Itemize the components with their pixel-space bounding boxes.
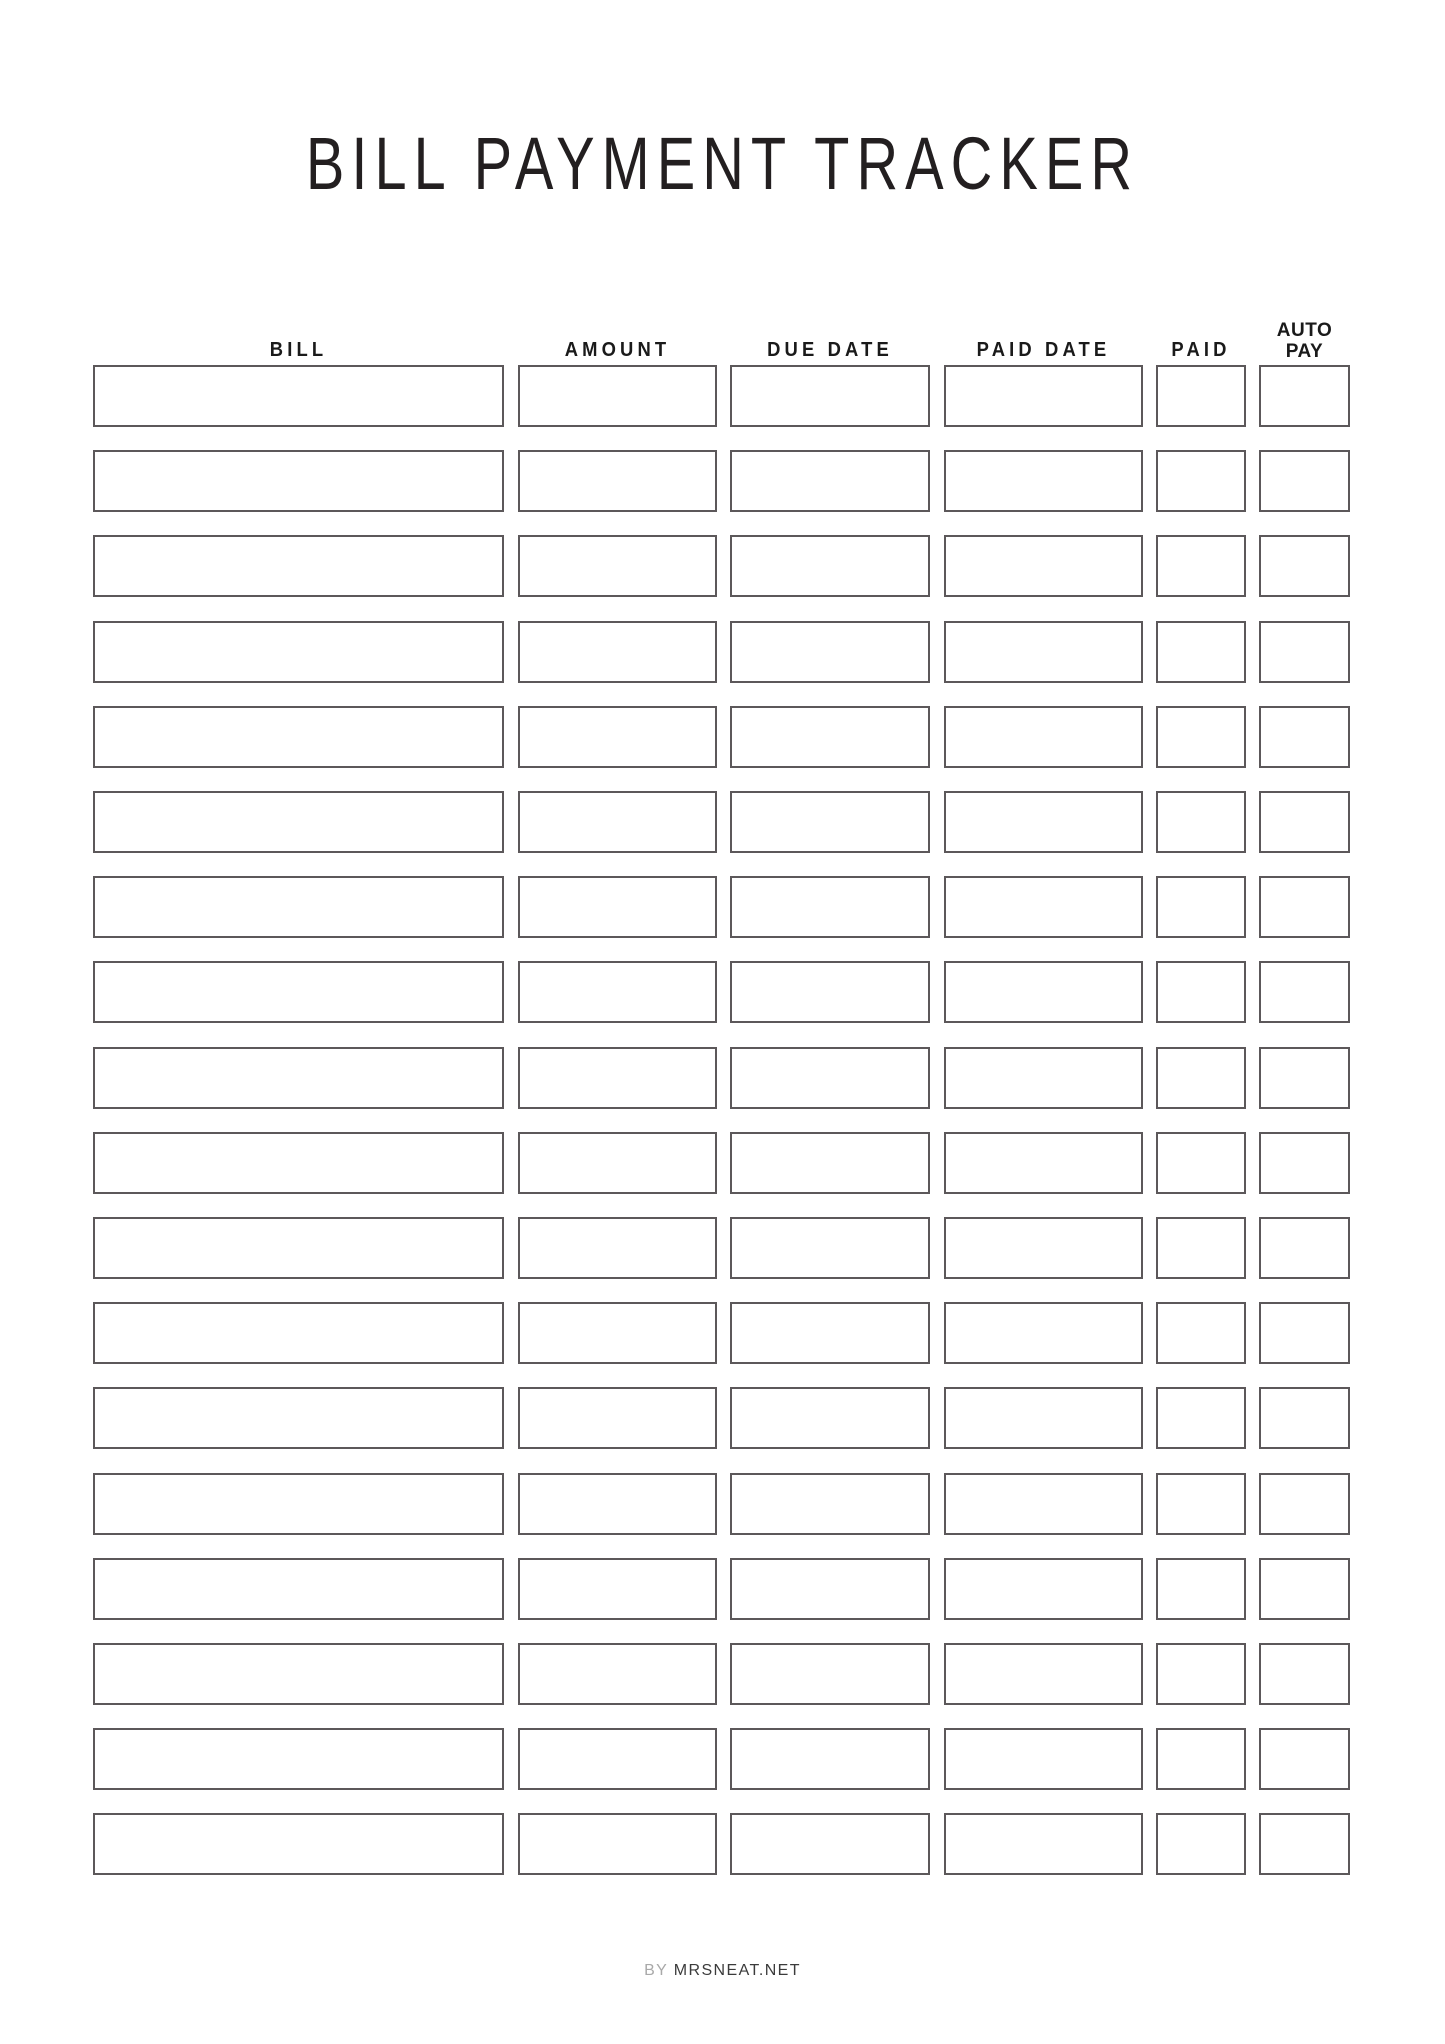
- footer-credit-site: MRSNEAT.NET: [673, 1962, 801, 1979]
- cell-auto_pay[interactable]: [1259, 1302, 1350, 1364]
- cell-paid[interactable]: [1156, 1132, 1246, 1194]
- cell-amount[interactable]: [518, 1387, 717, 1449]
- column-header-due_date: [738, 338, 922, 362]
- cell-due_date[interactable]: [730, 791, 930, 853]
- cell-amount[interactable]: [518, 706, 717, 768]
- cell-due_date[interactable]: [730, 535, 930, 597]
- table-row: [93, 1558, 1350, 1620]
- cell-amount[interactable]: [518, 791, 717, 853]
- cell-auto_pay[interactable]: [1259, 621, 1350, 683]
- cell-paid[interactable]: [1156, 876, 1246, 938]
- cell-paid[interactable]: [1156, 1728, 1246, 1790]
- cell-auto_pay[interactable]: [1259, 450, 1350, 512]
- cell-amount[interactable]: [518, 1728, 717, 1790]
- column-header-auto_pay: [1259, 320, 1350, 362]
- column-header-paid-line-1: PAID: [1171, 339, 1231, 361]
- column-header-bill-line-1: BILL: [269, 339, 328, 361]
- cell-paid_date[interactable]: [944, 450, 1143, 512]
- column-header-auto_pay-line-1: AUTO: [1276, 320, 1333, 341]
- cell-paid[interactable]: [1156, 1558, 1246, 1620]
- column-header-paid: [1160, 338, 1243, 362]
- cell-bill[interactable]: [93, 1643, 504, 1705]
- cell-paid[interactable]: [1156, 1473, 1246, 1535]
- cell-paid_date[interactable]: [944, 365, 1143, 427]
- cell-paid[interactable]: [1156, 621, 1246, 683]
- cell-bill[interactable]: [93, 1132, 504, 1194]
- cell-amount[interactable]: [518, 1558, 717, 1620]
- column-header-paid_date: [952, 338, 1135, 362]
- cell-auto_pay[interactable]: [1259, 1387, 1350, 1449]
- cell-paid_date[interactable]: [944, 1813, 1143, 1875]
- cell-due_date[interactable]: [730, 1473, 930, 1535]
- cell-paid[interactable]: [1156, 450, 1246, 512]
- column-header-paid_date-line-1: PAID DATE: [976, 339, 1111, 361]
- cell-bill[interactable]: [93, 365, 504, 427]
- cell-paid_date[interactable]: [944, 1728, 1143, 1790]
- table-row: [93, 1302, 1350, 1364]
- table-row: [93, 450, 1350, 512]
- cell-auto_pay[interactable]: [1259, 1132, 1350, 1194]
- cell-due_date[interactable]: [730, 1558, 930, 1620]
- cell-paid_date[interactable]: [944, 1643, 1143, 1705]
- cell-paid[interactable]: [1156, 1217, 1246, 1279]
- cell-paid[interactable]: [1156, 961, 1246, 1023]
- cell-paid[interactable]: [1156, 791, 1246, 853]
- table-row: [93, 365, 1350, 427]
- cell-paid_date[interactable]: [944, 1047, 1143, 1109]
- table-row: [93, 1047, 1350, 1109]
- cell-bill[interactable]: [93, 791, 504, 853]
- table-row: [93, 621, 1350, 683]
- cell-amount[interactable]: [518, 1813, 717, 1875]
- cell-auto_pay[interactable]: [1259, 961, 1350, 1023]
- cell-due_date[interactable]: [730, 706, 930, 768]
- cell-bill[interactable]: [93, 961, 504, 1023]
- table-row: [93, 1217, 1350, 1279]
- column-header-amount-line-1: AMOUNT: [564, 339, 671, 361]
- cell-paid_date[interactable]: [944, 961, 1143, 1023]
- cell-paid[interactable]: [1156, 1643, 1246, 1705]
- cell-paid[interactable]: [1156, 1387, 1246, 1449]
- cell-paid[interactable]: [1156, 1813, 1246, 1875]
- cell-due_date[interactable]: [730, 365, 930, 427]
- cell-auto_pay[interactable]: [1259, 1728, 1350, 1790]
- cell-auto_pay[interactable]: [1259, 706, 1350, 768]
- cell-due_date[interactable]: [730, 1217, 930, 1279]
- cell-amount[interactable]: [518, 1643, 717, 1705]
- cell-paid_date[interactable]: [944, 1302, 1143, 1364]
- table-row: [93, 535, 1350, 597]
- cell-bill[interactable]: [93, 1813, 504, 1875]
- cell-paid_date[interactable]: [944, 791, 1143, 853]
- bill-tracker-table: [93, 300, 1350, 1880]
- table-row: [93, 791, 1350, 853]
- cell-auto_pay[interactable]: [1259, 791, 1350, 853]
- cell-bill[interactable]: [93, 1047, 504, 1109]
- cell-auto_pay[interactable]: [1259, 535, 1350, 597]
- cell-paid_date[interactable]: [944, 1473, 1143, 1535]
- cell-due_date[interactable]: [730, 1047, 930, 1109]
- table-row: [93, 1643, 1350, 1705]
- cell-paid[interactable]: [1156, 706, 1246, 768]
- cell-due_date[interactable]: [730, 621, 930, 683]
- table-row: [93, 1813, 1350, 1875]
- cell-bill[interactable]: [93, 1728, 504, 1790]
- footer-credit-prefix: BY: [644, 1962, 668, 1979]
- column-header-auto_pay-line-2: PAY: [1285, 341, 1324, 362]
- cell-paid[interactable]: [1156, 535, 1246, 597]
- cell-bill[interactable]: [93, 535, 504, 597]
- cell-bill[interactable]: [93, 876, 504, 938]
- cell-due_date[interactable]: [730, 1302, 930, 1364]
- cell-bill[interactable]: [93, 1387, 504, 1449]
- cell-auto_pay[interactable]: [1259, 1643, 1350, 1705]
- table-row: [93, 706, 1350, 768]
- cell-amount[interactable]: [518, 450, 717, 512]
- cell-due_date[interactable]: [730, 1132, 930, 1194]
- cell-amount[interactable]: [518, 535, 717, 597]
- cell-paid[interactable]: [1156, 1047, 1246, 1109]
- cell-auto_pay[interactable]: [1259, 1217, 1350, 1279]
- cell-paid_date[interactable]: [944, 1217, 1143, 1279]
- cell-paid_date[interactable]: [944, 876, 1143, 938]
- table-row: [93, 1728, 1350, 1790]
- cell-auto_pay[interactable]: [1259, 1047, 1350, 1109]
- cell-auto_pay[interactable]: [1259, 365, 1350, 427]
- cell-amount[interactable]: [518, 1217, 717, 1279]
- cell-amount[interactable]: [518, 365, 717, 427]
- footer-credit: [0, 1962, 1445, 1980]
- table-row: [93, 1132, 1350, 1194]
- cell-due_date[interactable]: [730, 1813, 930, 1875]
- cell-auto_pay[interactable]: [1259, 1558, 1350, 1620]
- cell-paid_date[interactable]: [944, 535, 1143, 597]
- cell-due_date[interactable]: [730, 450, 930, 512]
- cell-amount[interactable]: [518, 1302, 717, 1364]
- cell-amount[interactable]: [518, 621, 717, 683]
- cell-bill[interactable]: [93, 621, 504, 683]
- column-header-bill: [109, 338, 487, 362]
- table-row: [93, 961, 1350, 1023]
- cell-paid_date[interactable]: [944, 706, 1143, 768]
- cell-bill[interactable]: [93, 706, 504, 768]
- cell-bill[interactable]: [93, 1558, 504, 1620]
- table-header-row: [93, 300, 1350, 362]
- cell-amount[interactable]: [518, 1473, 717, 1535]
- column-header-amount: [526, 338, 709, 362]
- table-row: [93, 876, 1350, 938]
- cell-bill[interactable]: [93, 1302, 504, 1364]
- cell-auto_pay[interactable]: [1259, 1813, 1350, 1875]
- cell-amount[interactable]: [518, 961, 717, 1023]
- cell-bill[interactable]: [93, 450, 504, 512]
- cell-due_date[interactable]: [730, 876, 930, 938]
- cell-due_date[interactable]: [730, 1728, 930, 1790]
- table-row: [93, 1473, 1350, 1535]
- cell-due_date[interactable]: [730, 1387, 930, 1449]
- cell-paid[interactable]: [1156, 1302, 1246, 1364]
- cell-auto_pay[interactable]: [1259, 1473, 1350, 1535]
- table-row: [93, 1387, 1350, 1449]
- cell-auto_pay[interactable]: [1259, 876, 1350, 938]
- cell-due_date[interactable]: [730, 961, 930, 1023]
- cell-paid_date[interactable]: [944, 1132, 1143, 1194]
- cell-paid_date[interactable]: [944, 1387, 1143, 1449]
- cell-bill[interactable]: [93, 1473, 504, 1535]
- cell-paid_date[interactable]: [944, 621, 1143, 683]
- column-header-due_date-line-1: DUE DATE: [767, 339, 893, 361]
- cell-paid_date[interactable]: [944, 1558, 1143, 1620]
- cell-bill[interactable]: [93, 1217, 504, 1279]
- cell-amount[interactable]: [518, 1132, 717, 1194]
- cell-amount[interactable]: [518, 876, 717, 938]
- cell-due_date[interactable]: [730, 1643, 930, 1705]
- cell-amount[interactable]: [518, 1047, 717, 1109]
- cell-paid[interactable]: [1156, 365, 1246, 427]
- page-title: BILL PAYMENT TRACKER: [305, 121, 1140, 205]
